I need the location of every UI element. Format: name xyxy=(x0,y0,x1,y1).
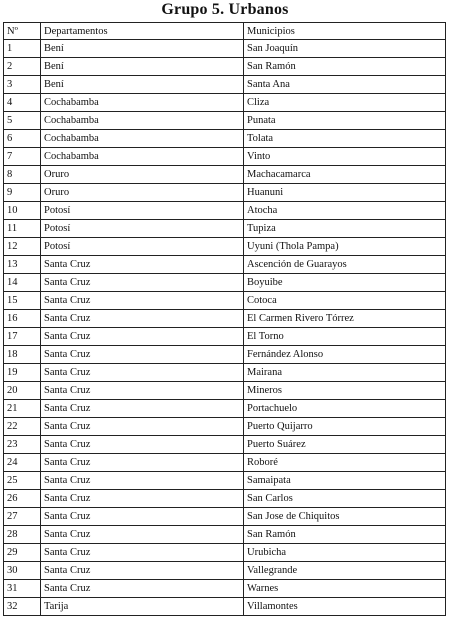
cell-department: Santa Cruz xyxy=(41,292,244,310)
cell-department: Cochabamba xyxy=(41,148,244,166)
table-row xyxy=(4,130,446,148)
table-row xyxy=(4,184,446,202)
cell-municipality: Puerto Quijarro xyxy=(244,418,446,436)
cell-department: Santa Cruz xyxy=(41,364,244,382)
table-row xyxy=(4,202,446,220)
table-row xyxy=(4,112,446,130)
cell-municipality: Warnes xyxy=(244,580,446,598)
cell-department: Cochabamba xyxy=(41,94,244,112)
cell-municipality: Tupiza xyxy=(244,220,446,238)
cell-number: 9 xyxy=(4,184,41,202)
cell-department: Santa Cruz xyxy=(41,472,244,490)
cell-number: 23 xyxy=(4,436,41,454)
document-title: Grupo 5. Urbanos xyxy=(161,1,289,18)
cell-number: 12 xyxy=(4,238,41,256)
table-row xyxy=(4,220,446,238)
cell-number: 22 xyxy=(4,418,41,436)
cell-department: Santa Cruz xyxy=(41,274,244,292)
table-row xyxy=(4,544,446,562)
cell-department: Santa Cruz xyxy=(41,562,244,580)
table-row xyxy=(4,292,446,310)
cell-department: Santa Cruz xyxy=(41,580,244,598)
table-row xyxy=(4,76,446,94)
table-header-row xyxy=(4,23,446,40)
cell-number: 13 xyxy=(4,256,41,274)
cell-municipality: Santa Ana xyxy=(244,76,446,94)
cell-department: Santa Cruz xyxy=(41,436,244,454)
cell-number: 21 xyxy=(4,400,41,418)
cell-municipality: Urubicha xyxy=(244,544,446,562)
cell-municipality: Mairana xyxy=(244,364,446,382)
cell-number: 7 xyxy=(4,148,41,166)
table-row xyxy=(4,490,446,508)
cell-municipality: Punata xyxy=(244,112,446,130)
table-row xyxy=(4,94,446,112)
cell-municipality: Villamontes xyxy=(244,598,446,616)
municipalities-table xyxy=(3,22,446,616)
cell-municipality: San Jose de Chiquitos xyxy=(244,508,446,526)
table-row xyxy=(4,310,446,328)
cell-department: Potosí xyxy=(41,202,244,220)
cell-number: 14 xyxy=(4,274,41,292)
cell-municipality: San Ramón xyxy=(244,58,446,76)
cell-municipality: Boyuibe xyxy=(244,274,446,292)
header-department: Departamentos xyxy=(41,23,244,40)
cell-department: Santa Cruz xyxy=(41,526,244,544)
cell-department: Potosí xyxy=(41,238,244,256)
cell-number: 24 xyxy=(4,454,41,472)
table-row xyxy=(4,580,446,598)
table-row xyxy=(4,400,446,418)
cell-number: 16 xyxy=(4,310,41,328)
cell-municipality: Puerto Suárez xyxy=(244,436,446,454)
cell-department: Santa Cruz xyxy=(41,310,244,328)
table-body xyxy=(4,40,446,616)
cell-number: 8 xyxy=(4,166,41,184)
cell-department: Tarija xyxy=(41,598,244,616)
cell-department: Santa Cruz xyxy=(41,508,244,526)
cell-municipality: Uyuni (Thola Pampa) xyxy=(244,238,446,256)
cell-municipality: Ascención de Guarayos xyxy=(244,256,446,274)
cell-municipality: Fernández Alonso xyxy=(244,346,446,364)
cell-department: Santa Cruz xyxy=(41,418,244,436)
header-number: Nº xyxy=(4,23,41,40)
table-row xyxy=(4,562,446,580)
cell-municipality: Mineros xyxy=(244,382,446,400)
cell-number: 15 xyxy=(4,292,41,310)
cell-number: 27 xyxy=(4,508,41,526)
cell-department: Oruro xyxy=(41,166,244,184)
cell-number: 20 xyxy=(4,382,41,400)
table-row xyxy=(4,40,446,58)
cell-municipality: Atocha xyxy=(244,202,446,220)
cell-municipality: Samaipata xyxy=(244,472,446,490)
cell-number: 28 xyxy=(4,526,41,544)
cell-department: Bení xyxy=(41,40,244,58)
header-municipality: Municipios xyxy=(244,23,446,40)
cell-number: 31 xyxy=(4,580,41,598)
cell-department: Santa Cruz xyxy=(41,400,244,418)
cell-department: Bení xyxy=(41,76,244,94)
cell-municipality: Tolata xyxy=(244,130,446,148)
cell-municipality: Roboré xyxy=(244,454,446,472)
cell-municipality: Vinto xyxy=(244,148,446,166)
cell-department: Santa Cruz xyxy=(41,454,244,472)
cell-municipality: San Joaquín xyxy=(244,40,446,58)
cell-municipality: Huanuni xyxy=(244,184,446,202)
cell-municipality: Cotoca xyxy=(244,292,446,310)
cell-municipality: Vallegrande xyxy=(244,562,446,580)
cell-municipality: El Torno xyxy=(244,328,446,346)
cell-municipality: Machacamarca xyxy=(244,166,446,184)
cell-number: 1 xyxy=(4,40,41,58)
cell-department: Santa Cruz xyxy=(41,490,244,508)
cell-department: Santa Cruz xyxy=(41,346,244,364)
cell-number: 10 xyxy=(4,202,41,220)
table-row xyxy=(4,508,446,526)
cell-municipality: San Carlos xyxy=(244,490,446,508)
cell-number: 17 xyxy=(4,328,41,346)
table-row xyxy=(4,418,446,436)
cell-number: 6 xyxy=(4,130,41,148)
cell-municipality: Portachuelo xyxy=(244,400,446,418)
table-row xyxy=(4,346,446,364)
cell-number: 5 xyxy=(4,112,41,130)
cell-number: 11 xyxy=(4,220,41,238)
cell-municipality: San Ramón xyxy=(244,526,446,544)
cell-department: Oruro xyxy=(41,184,244,202)
cell-department: Santa Cruz xyxy=(41,256,244,274)
cell-number: 3 xyxy=(4,76,41,94)
cell-department: Bení xyxy=(41,58,244,76)
cell-number: 18 xyxy=(4,346,41,364)
cell-department: Potosí xyxy=(41,220,244,238)
table-row xyxy=(4,328,446,346)
cell-number: 19 xyxy=(4,364,41,382)
table-row xyxy=(4,256,446,274)
table-row xyxy=(4,166,446,184)
cell-number: 26 xyxy=(4,490,41,508)
cell-department: Cochabamba xyxy=(41,130,244,148)
table-row xyxy=(4,238,446,256)
table-row xyxy=(4,148,446,166)
table-row xyxy=(4,58,446,76)
table-row xyxy=(4,526,446,544)
table-row xyxy=(4,454,446,472)
cell-number: 4 xyxy=(4,94,41,112)
table-row xyxy=(4,472,446,490)
cell-number: 25 xyxy=(4,472,41,490)
cell-municipality: El Carmen Rivero Tórrez xyxy=(244,310,446,328)
cell-department: Cochabamba xyxy=(41,112,244,130)
cell-number: 30 xyxy=(4,562,41,580)
table-row xyxy=(4,382,446,400)
cell-department: Santa Cruz xyxy=(41,544,244,562)
cell-municipality: Cliza xyxy=(244,94,446,112)
cell-number: 32 xyxy=(4,598,41,616)
table-row xyxy=(4,436,446,454)
cell-number: 29 xyxy=(4,544,41,562)
table-row xyxy=(4,274,446,292)
table-row xyxy=(4,364,446,382)
table-row xyxy=(4,598,446,616)
cell-number: 2 xyxy=(4,58,41,76)
cell-department: Santa Cruz xyxy=(41,382,244,400)
cell-department: Santa Cruz xyxy=(41,328,244,346)
